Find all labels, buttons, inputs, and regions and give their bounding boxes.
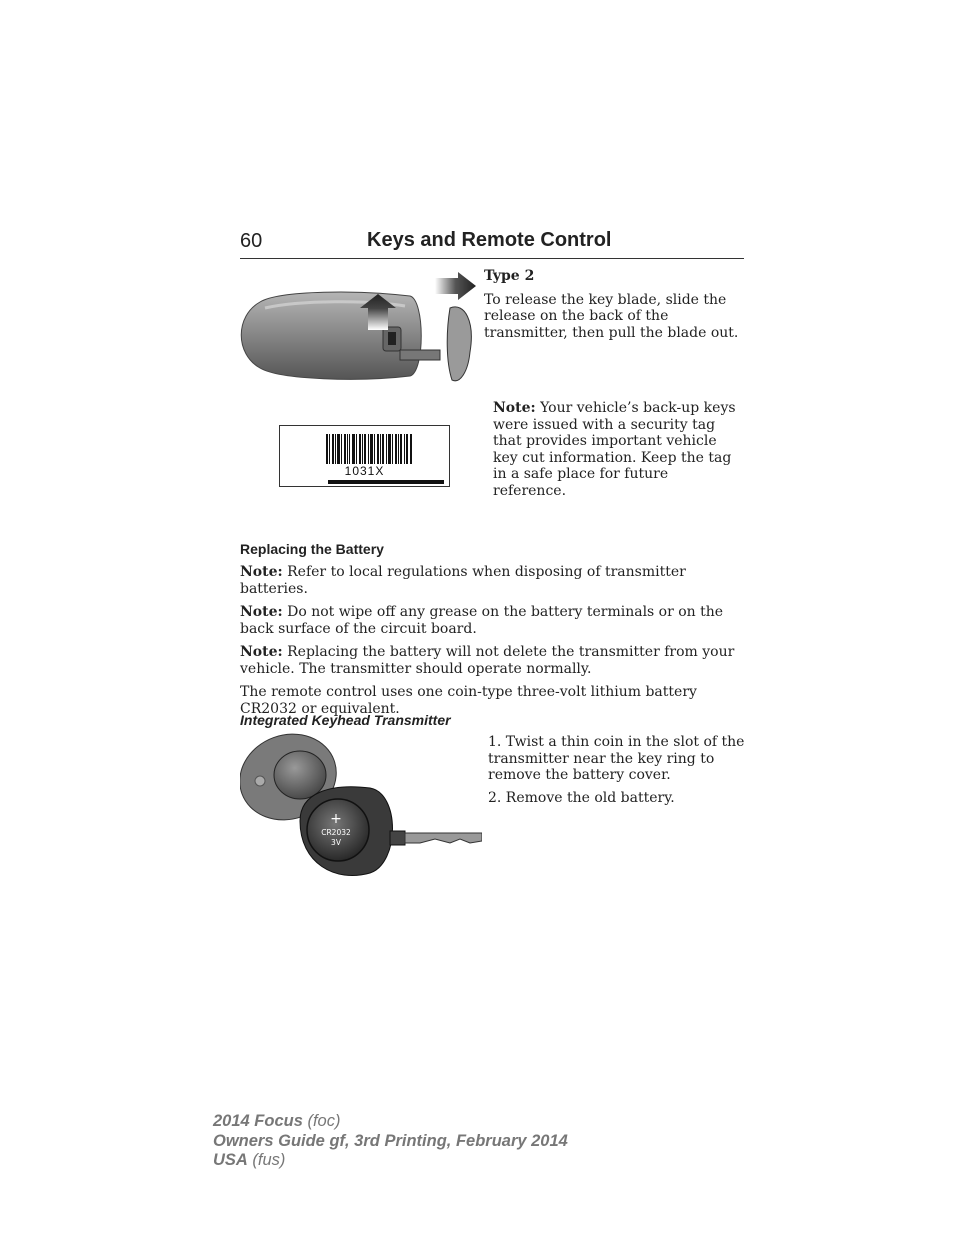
header-rule bbox=[240, 258, 744, 259]
battery-note: Note: Refer to local regulations when disposing of transmitter batteries. bbox=[240, 564, 686, 597]
keyhead-transmitter-illustration bbox=[240, 733, 482, 879]
security-tag-note bbox=[493, 400, 745, 499]
ikt-heading: Integrated Keyhead Transmitter bbox=[240, 712, 451, 728]
battery-model-label: CR2032 bbox=[321, 828, 351, 837]
battery-paragraph: The remote control uses one coin-type three-volt lithium battery CR2032 or equivalent. bbox=[240, 684, 697, 717]
barcode-code: 1031X bbox=[344, 464, 385, 478]
type2-text: To release the key blade, slide the release on the back of the transmitter, then pull the blade out. bbox=[484, 291, 739, 341]
footer bbox=[213, 1112, 568, 1171]
battery-plus-label: + bbox=[330, 811, 342, 827]
ikt-steps bbox=[488, 734, 746, 806]
ikt-step: 2. Remove the old battery. bbox=[488, 789, 675, 806]
barcode-icon bbox=[326, 434, 412, 464]
note-label: Note: bbox=[493, 400, 536, 416]
ikt-step: 1. Twist a thin coin in the slot of the transmitter near the key ring to remove the battery cover. bbox=[488, 734, 745, 783]
type2-heading: Type 2 bbox=[484, 268, 535, 284]
footer-line-2: Owners Guide gf, 3rd Printing, February 2014 bbox=[213, 1131, 568, 1150]
battery-notes bbox=[240, 564, 746, 717]
footer-line-3: USA (fus) bbox=[213, 1151, 286, 1169]
security-tag bbox=[279, 425, 450, 487]
tag-bar bbox=[328, 480, 444, 484]
page-title: Keys and Remote Control bbox=[367, 229, 612, 251]
note-text: Your vehicle’s back-up keys were issued with a security tag that provides important vehicle key cut information. Keep the tag in a safe place for future reference. bbox=[493, 400, 736, 499]
key-blade-release-illustration bbox=[240, 272, 480, 384]
battery-note: Note: Replacing the battery will not delete the transmitter from your vehicle. The transmitter should operate normally. bbox=[240, 644, 735, 677]
battery-voltage-label: 3V bbox=[331, 838, 341, 847]
replacing-battery-heading: Replacing the Battery bbox=[240, 541, 384, 557]
footer-line-1: 2014 Focus (foc) bbox=[213, 1112, 341, 1130]
type2-section bbox=[484, 268, 746, 341]
battery-note: Note: Do not wipe off any grease on the battery terminals or on the back surface of the circuit board. bbox=[240, 604, 724, 637]
page-number: 60 bbox=[240, 230, 263, 252]
